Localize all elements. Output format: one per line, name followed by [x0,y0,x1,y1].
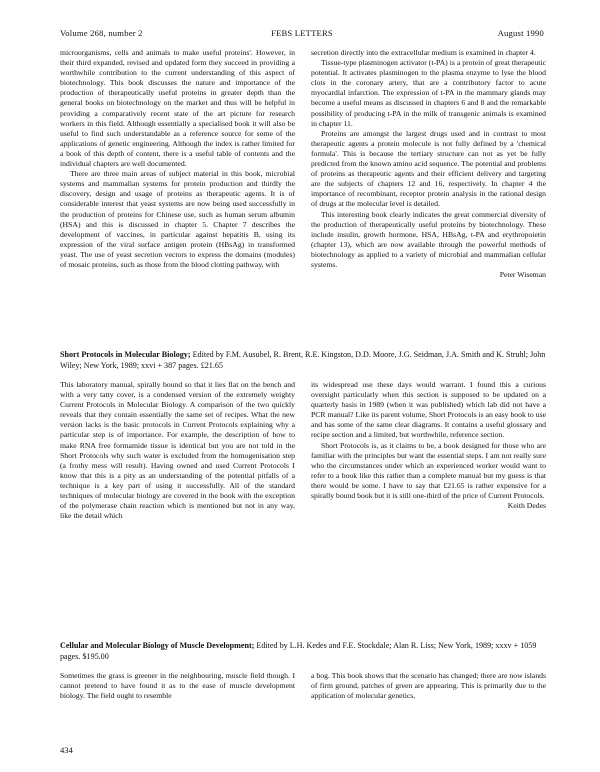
book-title: Short Protocols in Molecular Biology; [60,350,191,359]
paragraph: Short Protocols is, as it claims to be, a book designed for those who are familiar with the principles but want the essential steps. I am not really sure who the circumstances under which an experienced worker would want to refer to a book like this rather than a complete manual but my guess is that there would be some. I have to say that £21.65 is rather expensive for a spirally bound book but it is still one-third of the price of Current Protocols. [311,440,546,501]
first-review-continuation [60,48,546,280]
journal-name: FEBS LETTERS [271,28,333,38]
paragraph: There are three main areas of subject material in this book, microbial systems and mammalian systems for protein production and thirdly the discovery, design and usage of proteins as therapeutic agents. It is of considerable interest that yeast systems are now being used successfully in the production of proteins for Chinese use, such as human serum albumin (HSA) and this is discussed in chapter 5. Chapter 7 describes the development of vaccines, in particular against hepatitis B, using its expression of the viral surface antigen protein (HBsAg) in transformed yeast. The use of yeast secretion vectors to express the domains (modules) of mosaic proteins, such as those from the blood clotting pathway, with [60,169,295,269]
paragraph: a bog. This book shows that the scenario has changed; there are now islands of firm ground, patches of green are appearing. This is primarily due to the application of molecular genetics, [311,671,546,701]
reviewer-signature: Peter Wiseman [499,270,546,280]
paragraph: its widespread use these days would warrant. I found this a curious oversight particularly when this section is supposed to be updated on a quarterly basis in 1989 (when it was published) which lab did not have a PCR manual? Like its parent volume, Short Protocols is an easy book to use and has some of the same clear diagrams. It contains a useful glossary and recipe section and a limited, but worthwhile, reference section. [311,380,546,440]
column-right [311,671,546,701]
paragraph: microorganisms, cells and animals to make useful proteins'. However, in their third expanded, revised and updated form they succeed in providing a worthwhile contribution to the current understanding of this aspect of biotechnology. This book discusses the nature and importance of the production of therapeutically useful proteins in greater depth than the general books on biotechnology on the market and thus will be helpful in providing a comparatively recent state of the art picture for research workers in this field. Although essentially a specialised book it will also be useful to find such understandable as a reference source for some of the applications of genetic engineering. Although the index is rather limited for a book of this depth of content, there is a useful table of contents and the individual chapters are well documented. [60,48,295,169]
paragraph: secretion directly into the extracellular medium is examined in chapter 4. [311,48,536,57]
book-title: Cellular and Molecular Biology of Muscle Development; [60,641,255,650]
column-left [60,671,295,701]
paragraph: This laboratory manual, spirally bound so that it lies flat on the bench and with a very tatty cover, is a condensed version of the extremely weighty Current Protocols in Molecular Biology. A comparison of the two quickly reveals that they contain essentially the same set of recipes. What the new version lacks is the basic protocols in Current Protocols explaining why a particular step is of importance. For example, the description of how to make RNA free formamide tissue is identical but you are not told in the Short Protocols why such water is excluded from the homogenisation step (a frothy mess will result). Having owned and used Current Protocols I know that this is a pity as an understanding of the potential pitfalls of a technique is a key part of using it successfully. All of the standard techniques of molecular biology are covered in the book with the exception of the polymerase chain reaction which is mentioned but not in any way, like the detail which [60,380,295,521]
review-title [60,349,546,371]
column-left [60,380,295,521]
paragraph: This interesting book clearly indicates the great commercial diversity of the production of therapeutically useful proteins by biotechnology. These include insulin, growth hormone, HSA, HBsAg, t-PA and erythropoietin (chapter 13), which are now available through the powerful methods of biotechnology as applied to a variety of microbial and mammalian cellular systems. [311,209,546,269]
page-number: 434 [60,745,73,755]
running-header [60,28,544,42]
book-details: Edited by L.H. Kedes and F.E. Stockdale; Alan R. Liss; New York, 1989; xxxv + 1059 pages. $195.00 [60,641,537,661]
column-right [311,380,546,521]
third-review [60,671,546,701]
column-left [60,48,295,280]
review-title [60,640,546,662]
issue-date: August 1990 [497,28,544,38]
reviewer-signature: Keith Dedes [507,501,546,511]
volume-label: Volume 268, number 2 [60,28,143,38]
column-right [311,48,546,280]
paragraph: Sometimes the grass is greener in the neighbouring, muscle field though. I cannot pretend to have found it as to the ease of muscle development biology. The field ought to resemble [60,671,295,701]
second-review [60,380,546,521]
book-details: Edited by F.M. Ausubel, R. Brent, R.E. Kingston, D.D. Moore, J.G. Seidman, J.A. Smith and K. Struhl; John Wiley; New York, 1989; xxvi + 387 pages. £21.65 [60,350,546,370]
paragraph: Proteins are amongst the largest drugs used and in contrast to most therapeutic agents a protein molecule is not fully defined by a 'chemical formula'. This is because the tertiary structure can not as yet be fully predicted from the known amino acid sequence. The potential and problems of proteins as therapeutic agents and their efficient delivery and targeting are the subjects of chapters 12 and 16, respectively. In chapter 4 the importance of recombinant, receptor protein analysis in the rational design of drugs at the molecular level is detailed. [311,128,546,209]
paragraph: Tissue-type plasminogen activator (t-PA) is a protein of great therapeutic potential. It activates plasminogen to the plasma enzyme to lyse the blood clots in the coronary artery, that are a contributory factor to acute myocardial infarction. The expression of t-PA in the mammary glands may become a useful means as discussed in chapters 6 and 8 and the remarkable possibility of producing t-PA in the milk of transgenic animals is examined in chapter 11. [311,58,546,128]
